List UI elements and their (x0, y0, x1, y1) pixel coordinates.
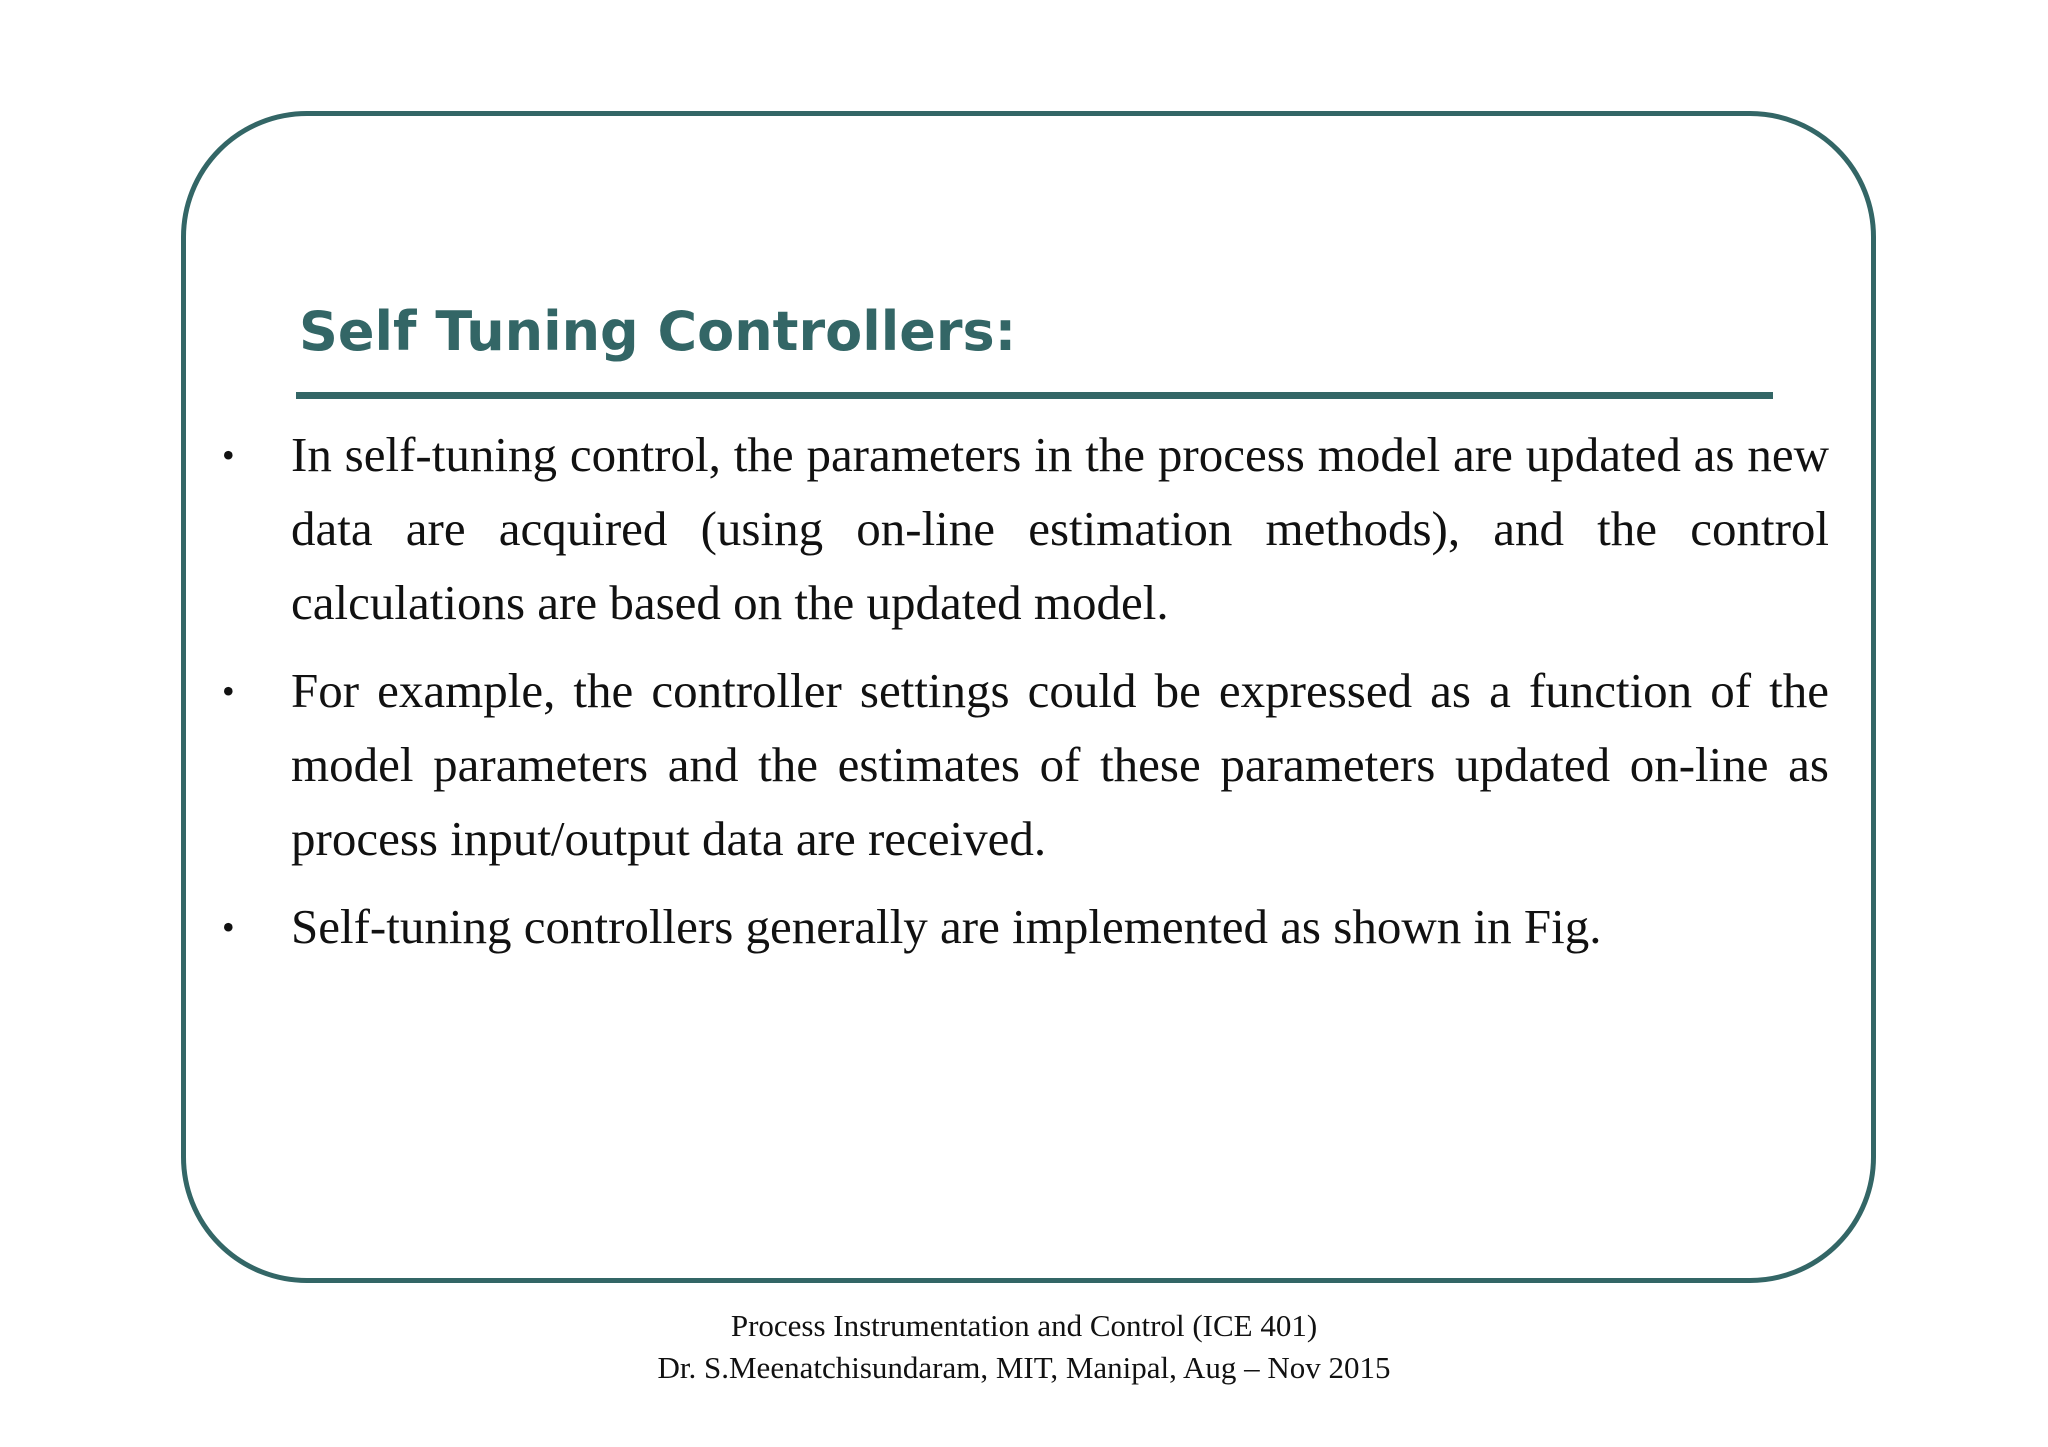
bullet-text: In self-tuning control, the parameters in the process model are updated as new data are acquired (using on-line estimation methods), and the control calculations are based on the updated model. (291, 427, 1829, 630)
bullet-marker: • (222, 435, 235, 475)
footer-course: Process Instrumentation and Control (ICE 401) (730, 1308, 1318, 1343)
bullet-text: Self-tuning controllers generally are implemented as shown in Fig. (291, 899, 1602, 954)
footer-author: Dr. S.Meenatchisundaram, MIT, Manipal, Aug – Nov 2015 (657, 1350, 1391, 1385)
title-underline (296, 392, 1773, 399)
bullet-item (222, 418, 1829, 640)
slide-title: Self Tuning Controllers: (299, 300, 1017, 363)
bullet-item (222, 890, 1829, 964)
bullet-marker: • (222, 671, 235, 711)
bullet-marker: • (222, 907, 235, 947)
bullet-item (222, 654, 1829, 876)
bullet-list (222, 418, 1829, 978)
bullet-text: For example, the controller settings could be expressed as a function of the model parameters and the estimates of these parameters updated on-line as process input/output data are received. (291, 663, 1829, 866)
